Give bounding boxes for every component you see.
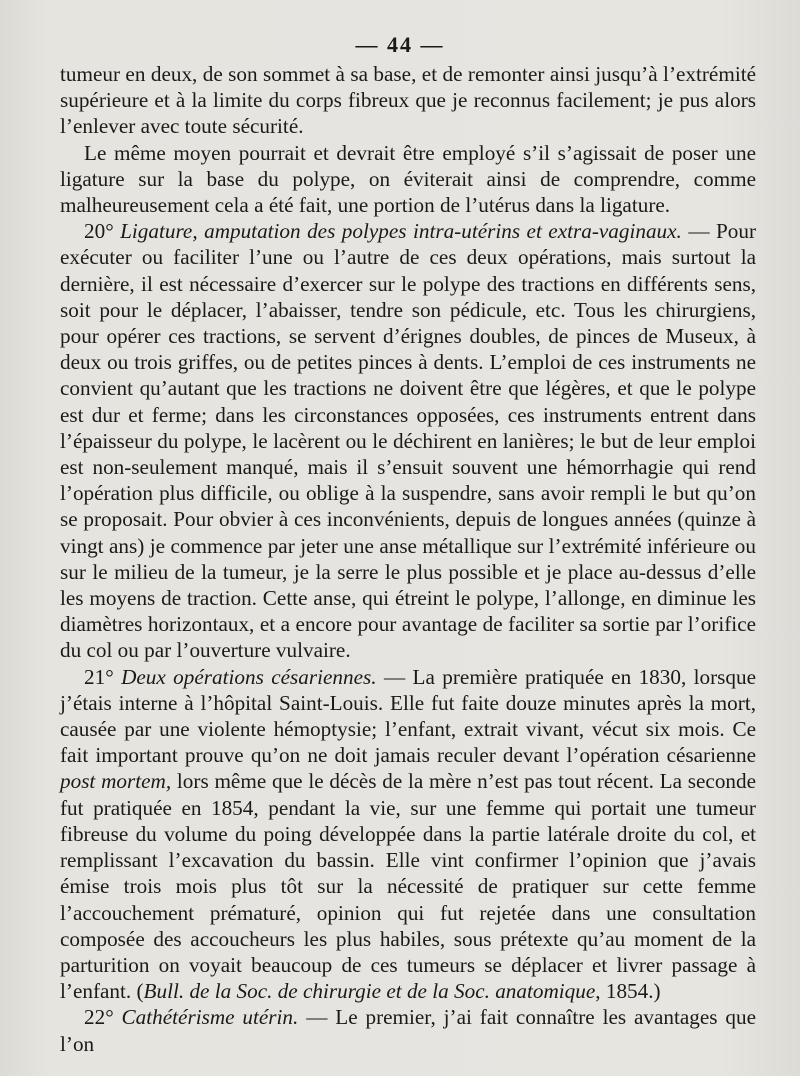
section-text: — Le premier, j’ai fait connaître les avantages que l’on (60, 1005, 756, 1056)
paragraph (60, 140, 756, 219)
page-number: — 44 — (355, 32, 445, 57)
citation-open: ( (136, 979, 144, 1004)
section-number: 22° (84, 1005, 114, 1030)
section-text-continued: lors même que le décès de la mère n’est pas tout récent. La seconde fut pratiquée en 1854, pendant la vie, sur une femme qui portait une tumeur fibreuse du volume du poing développée dans la partie latérale droite du col, et remplissant l’excavation du bassin. Elle vint confirmer l’opinion que j’avais émise trois mois plus tôt sur la nécessité de pratiquer sur cette femme l’accouchement prématuré, opinion qui fut rejetée dans une consultation composée des accoucheurs les plus habiles, sous prétexte qu’au moment de la parturition on voyait beaucoup de ces tumeurs se déplacer et livrer passage à l’enfant. (60, 769, 757, 1004)
section-text: — La première pratiquée en 1830, lorsque j’étais interne à l’hôpital Saint-Louis. Elle fut faite douze minutes après la mort, causée par une violente hémoptysie; l’enfant, extrait vivant, vécut six mois. Ce fait important prouve qu’on ne doit jamais reculer devant l’opération césarienne (60, 664, 757, 768)
body-text (60, 61, 756, 1057)
citation-source: Bull. de la Soc. de chirurgie et de la Soc. anatomique (143, 979, 596, 1004)
section-number: 20° (84, 219, 114, 244)
section-21 (60, 664, 756, 1005)
paragraph-text: Le même moyen pourrait et devrait être employé s’il s’agissait de poser une ligature sur la base du polype, on éviterait ainsi de comprendre, comme malheureusement cela a été fait, une portion de l’utérus dans la ligature. (60, 140, 756, 218)
section-text: — Pour exécuter ou faciliter l’une ou l’autre de ces deux opérations, mais surtout la dernière, il est nécessaire d’exercer sur le polype des tractions en différents sens, soit pour le déplacer, l’abaisser, tendre son pédicule, etc. Tous les chirurgiens, pour opérer ces tractions, se servent d’érignes doubles, de pinces de Museux, à deux ou trois griffes, ou de petites pinces à dents. L’emploi de ces instruments ne convient qu’autant que les tractions ne doivent être que légères, et que le polype est dur et ferme; dans les circonstances opposées, ces instruments entrent dans l’épaisseur du polype, le lacèrent ou le déchirent en lanières; le but de leur emploi est non-seulement manqué, mais il s’ensuit souvent une hémorrhagie qui rend l’opération plus difficile, ou oblige à la suspendre, sans avoir rempli le but qu’on se proposait. Pour obvier à ces inconvénients, depuis de longues années (quinze à vingt ans) je commence par jeter une anse métallique sur l’extrémité inférieure ou sur le milieu de la tumeur, je la serre le plus possible et je place au-dessus d’elle les moyens de traction. Cette anse, qui étreint le polype, l’allonge, en diminue les diamètres horizontaux, et a encore pour avantage de faciliter sa sortie par l’orifice du col ou par l’ouverture vulvaire. (60, 219, 757, 663)
section-title: Ligature, amputation des polypes intra-utérins et extra-vaginaux. (120, 219, 682, 244)
paragraph (60, 61, 756, 140)
paragraph-text: tumeur en deux, de son sommet à sa base, et de remonter ainsi jusqu’à l’extrémité supérieure et à la limite du corps fibreux que je reconnus facilement; je pus alors l’enlever avec toute sécurité. (60, 62, 756, 139)
section-20 (60, 218, 756, 663)
section-22 (60, 1004, 756, 1056)
citation-close: , 1854.) (595, 979, 661, 1004)
section-title: Cathétérisme utérin. (121, 1005, 299, 1030)
italic-phrase: post mortem, (60, 769, 172, 794)
section-title: Deux opérations césariennes. (121, 664, 377, 689)
section-number: 21° (84, 664, 114, 689)
